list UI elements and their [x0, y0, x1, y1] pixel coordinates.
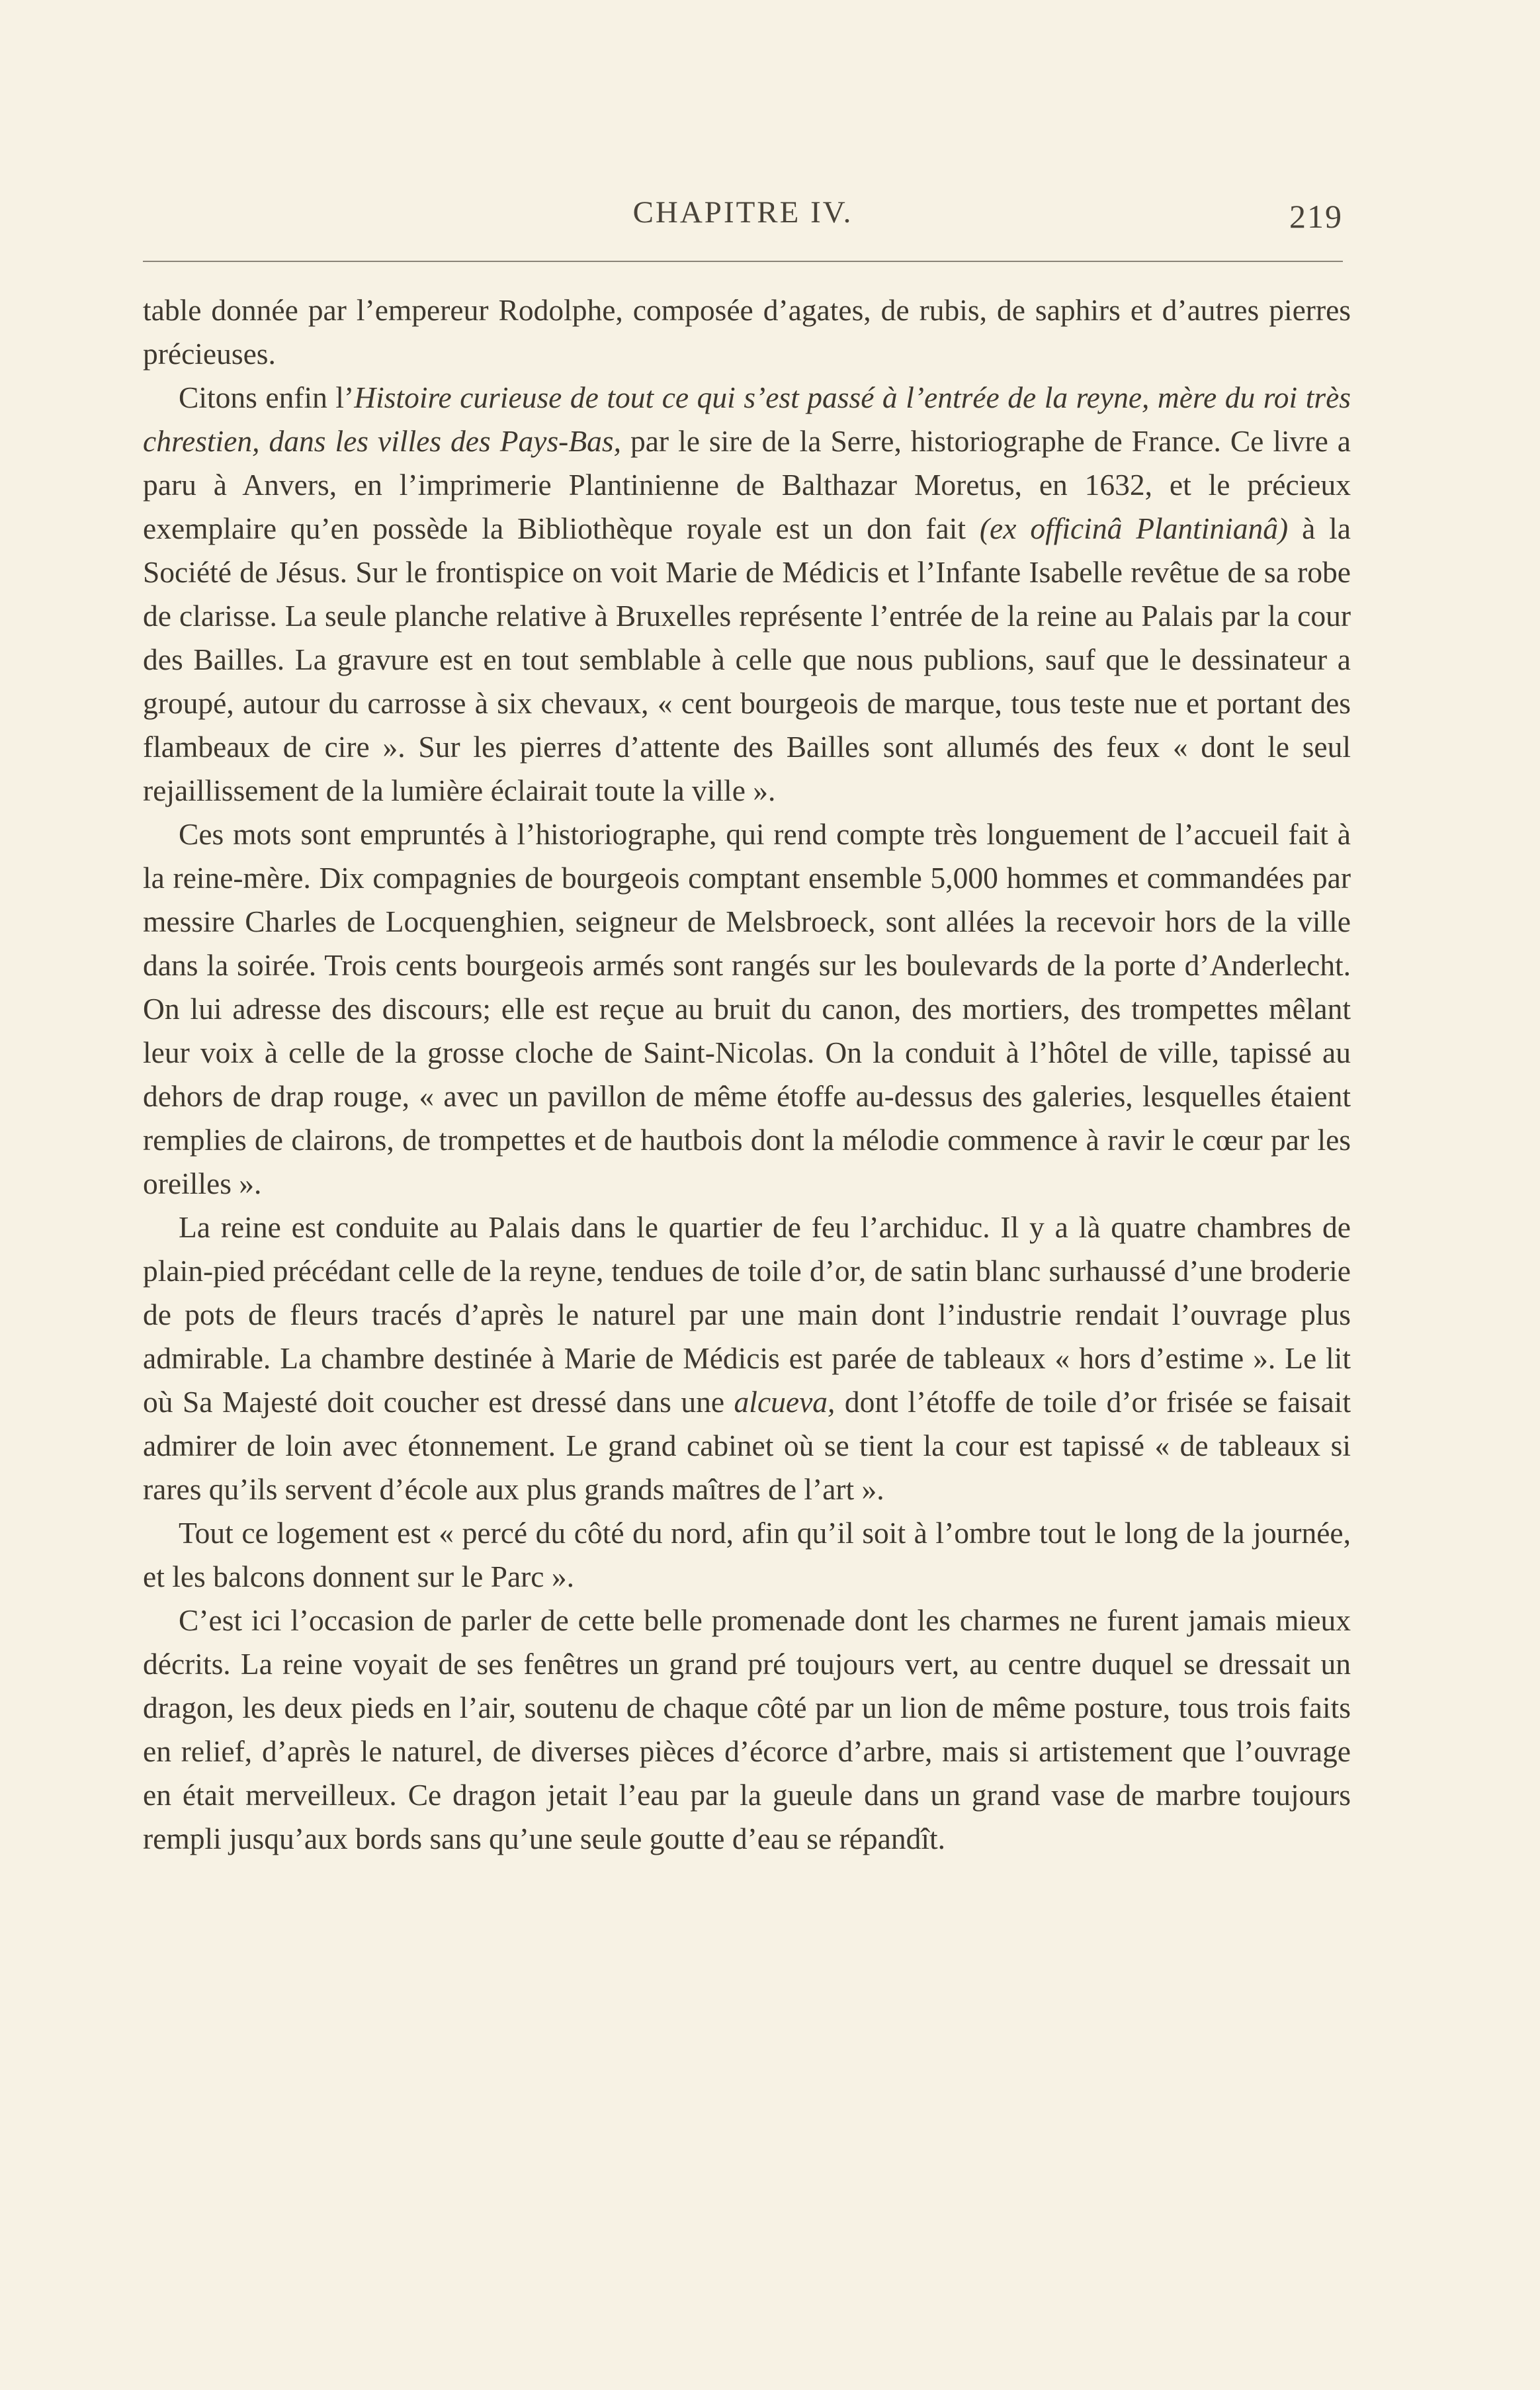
- paragraph: [143, 1511, 1351, 1599]
- paragraph-text: table donnée par l’empereur Rodolphe, composée d’agates, de rubis, de saphirs et d’autres pierres précieuses.: [143, 293, 1351, 371]
- paragraph: [143, 813, 1351, 1206]
- paragraph-text: Ces mots sont empruntés à l’historiographe, qui rend compte très longuement de l’accueil fait à la reine-mère. Dix compagnies de bourgeois comptant ensemble 5,000 hommes et commandées par messire Charles de Locquenghien, seigneur de Melsbroeck, sont allées la recevoir hors de la ville dans la soirée. Trois cents bourgeois armés sont rangés sur les boulevards de la porte d’Anderlecht. On lui adresse des discours; elle est reçue au bruit du canon, des mortiers, des trompettes mêlant leur voix à celle de la grosse cloche de Saint-Nicolas. On la conduit à l’hôtel de ville, tapissé au dehors de drap rouge, « avec un pavillon de même étoffe au-dessus des galeries, lesquelles étaient remplies de clairons, de trompettes et de hautbois dont la mélodie commence à ravir le cœur par les oreilles ».: [143, 817, 1351, 1200]
- header-rule: [143, 261, 1343, 262]
- paragraph: [143, 288, 1351, 376]
- paragraph-text: C’est ici l’occasion de parler de cette belle promenade dont les charmes ne furent jamais mieux décrits. La reine voyait de ses fenêtres un grand pré toujours vert, au centre duquel se dressait un dragon, les deux pieds en l’air, soutenu de chaque côté par un lion de même posture, tous trois faits en relief, d’après le naturel, de diverses pièces d’écorce d’arbre, mais si artistement que l’ouvrage en était merveilleux. Ce dragon jetait l’eau par la gueule dans un grand vase de marbre toujours rempli jusqu’aux bords sans qu’une seule goutte d’eau se répandît.: [143, 1603, 1351, 1855]
- paragraph-text: La reine est conduite au Palais dans le quartier de feu l’archiduc. Il y a là quatre chambres de plain-pied précédant celle de la reyne, tendues de toile d’or, de satin blanc surhaussé d’une broderie de pots de fleurs tracés d’après le naturel par une main dont l’industrie rendait l’ouvrage plus admirable. La chambre destinée à Marie de Médicis est parée de tableaux « hors d’estime ». Le lit où Sa Majesté doit coucher est dressé dans une: [143, 1210, 1351, 1419]
- page-number: 219: [1289, 198, 1343, 235]
- paragraph: [143, 376, 1351, 813]
- paragraph-text: dont l’étoffe de toile d’or frisée se faisait admirer de loin avec étonnement. Le grand cabinet où se tient la cour est tapissé « de tableaux si rares qu’ils servent d’école aux plus grands maîtres de l’art ».: [143, 1385, 1351, 1506]
- paragraph-text: à la Société de Jésus. Sur le frontispice on voit Marie de Médicis et l’Infante Isabelle revêtue de sa robe de clarisse. La seule planche relative à Bruxelles représente l’entrée de la reine au Palais par la cour des Bailles. La gravure est en tout semblable à celle que nous publions, sauf que le dessinateur a groupé, autour du carrosse à six chevaux, « cent bourgeois de marque, tous teste nue et portant des flambeaux de cire ». Sur les pierres d’attente des Bailles sont allumés des feux « dont le seul rejaillissement de la lumière éclairait toute la ville ».: [143, 511, 1351, 807]
- running-head: CHAPITRE IV.: [632, 195, 853, 230]
- paragraph: [143, 1206, 1351, 1511]
- page-header: [143, 195, 1343, 241]
- paragraph-text: Tout ce logement est « percé du côté du nord, afin qu’il soit à l’ombre tout le long de la journée, et les balcons donnent sur le Parc ».: [143, 1516, 1351, 1593]
- body-text: [143, 288, 1351, 1861]
- italic-word: alcueva,: [734, 1385, 835, 1419]
- book-title: Histoire curieuse de tout ce qui s’est passé à l’entrée de la reyne, mère du roi très chrestien, dans les villes des Pays-Bas,: [143, 380, 1351, 458]
- paragraph-text: Citons enfin l’: [179, 380, 355, 414]
- paragraph-text: par le sire de la Serre, historiographe de France. Ce livre a paru à Anvers, en l’imprimerie Plantinienne de Balthazar Moretus, en 1632, et le précieux exemplaire qu’en possède la Bibliothèque royale est un don fait: [143, 424, 1351, 545]
- latin-phrase: (ex officinâ Plantinianâ): [979, 511, 1289, 545]
- paragraph: [143, 1599, 1351, 1861]
